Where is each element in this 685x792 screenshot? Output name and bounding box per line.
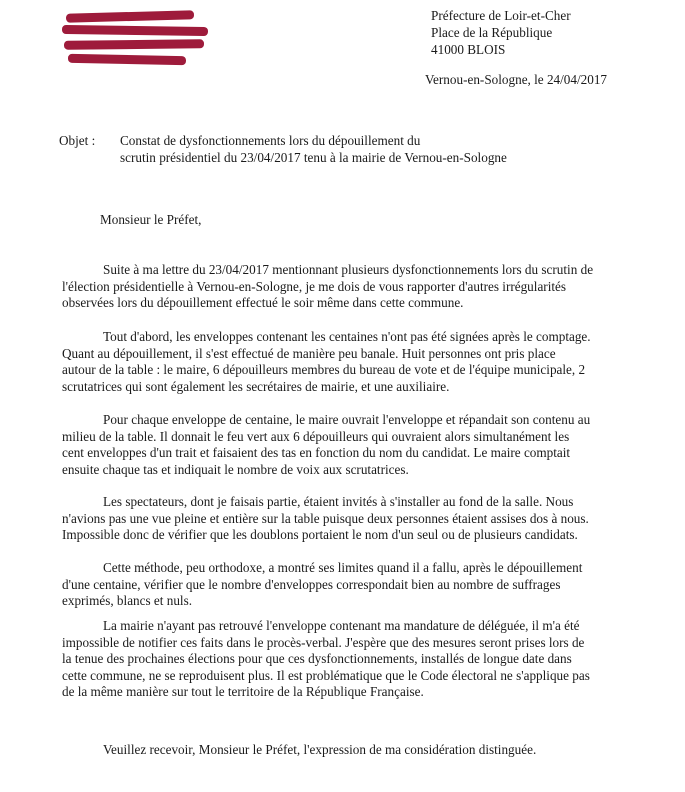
redaction-bar	[66, 10, 194, 22]
paragraph-line: exprimés, blancs et nuls.	[62, 593, 193, 609]
body-paragraph	[62, 618, 590, 701]
body-paragraph	[62, 494, 589, 544]
paragraph-line: Suite à ma lettre du 23/04/2017 mentionnant plusieurs dysfonctionnements lors du scrutin de	[103, 262, 594, 277]
recipient-line: Préfecture de Loir-et-Cher	[431, 8, 571, 23]
subject-block	[59, 132, 507, 166]
recipient-address	[431, 7, 571, 58]
place-and-date: Vernou-en-Sologne, le 24/04/2017	[425, 72, 608, 87]
subject-line: scrutin présidentiel du 23/04/2017 tenu à la mairie de Vernou-en-Sologne	[120, 150, 507, 165]
paragraph-line: Impossible donc de vérifier que les doublons portaient le nom d'un seul ou de plusieurs candidats.	[62, 527, 578, 543]
recipient-line: Place de la République	[431, 25, 553, 40]
paragraph-line: scrutatrices qui sont également les secrétaires de mairie, et une auxiliaire.	[62, 378, 450, 394]
paragraph-line: ensuite chaque tas et indiquait le nombre de voix aux scrutatrices.	[62, 461, 409, 477]
paragraph-line: l'élection présidentielle à Vernou-en-Sologne, je me dois de vous rapporter d'autres irrégularités	[62, 278, 567, 294]
body-paragraph	[62, 329, 591, 395]
paragraph-line: cette commune, ne se reproduisent plus. Il est problématique que le Code électoral ne s'applique pas	[62, 667, 590, 683]
paragraph-line: n'avions pas une vue pleine et entière sur la table puisque deux personnes étaient assises dos à nous.	[62, 510, 589, 526]
redaction-bar	[64, 39, 204, 49]
paragraph-line: Tout d'abord, les enveloppes contenant les centaines n'ont pas été signées après le comptage.	[103, 329, 591, 344]
paragraph-line: Cette méthode, peu orthodoxe, a montré ses limites quand il a fallu, après le dépouillement	[103, 560, 583, 575]
salutation: Monsieur le Préfet,	[100, 212, 202, 227]
paragraph-line: d'une centaine, vérifier que le nombre d'enveloppes correspondait bien au nombre de suffrages	[62, 576, 561, 592]
body-paragraph	[62, 560, 582, 610]
paragraph-line: cent enveloppes d'un trait et faisaient des tas en fonction du nom du candidat. Le maire comptait	[62, 445, 571, 461]
recipient-line: 41000 BLOIS	[431, 42, 506, 57]
paragraph-line: autour de la table : le maire, 6 dépouilleurs membres du bureau de vote et de l'équipe municipale, 2	[62, 362, 586, 378]
paragraph-line: de la même manière sur tout le territoire de la République Française.	[62, 684, 424, 700]
paragraph-line: la tenue des prochaines élections pour que ces dysfonctionnements, installés de longue date dans	[62, 651, 572, 667]
paragraph-line: impossible de notifier ces faits dans le procès-verbal. J'espère que des mesures seront prises lors de	[62, 634, 585, 650]
paragraph-line: La mairie n'ayant pas retrouvé l'enveloppe contenant ma mandature de déléguée, il m'a été	[103, 618, 580, 633]
paragraph-line: Les spectateurs, dont je faisais partie, étaient invités à s'installer au fond de la salle. Nous	[103, 494, 574, 509]
subject-line: Constat de dysfonctionnements lors du dépouillement du	[120, 133, 421, 148]
body-paragraph	[62, 262, 593, 312]
subject-label: Objet :	[59, 133, 96, 148]
closing-formula: Veuillez recevoir, Monsieur le Préfet, l'expression de ma considération distinguée.	[103, 742, 537, 757]
paragraph-line: Pour chaque enveloppe de centaine, le maire ouvrait l'enveloppe et répandait son contenu au	[103, 412, 591, 427]
paragraph-line: Quant au dépouillement, il s'est effectué de manière peu banale. Huit personnes ont pris place	[62, 345, 556, 361]
redaction-bar	[68, 54, 186, 65]
body-paragraph	[62, 412, 590, 478]
redacted-sender-address	[62, 10, 212, 72]
paragraph-line: observées lors du dépouillement effectué le soir même dans cette commune.	[62, 295, 464, 311]
paragraph-line: milieu de la table. Il donnait le feu vert aux 6 dépouilleurs qui ouvraient alors simultanément les	[62, 428, 570, 444]
redaction-bar	[62, 25, 208, 36]
